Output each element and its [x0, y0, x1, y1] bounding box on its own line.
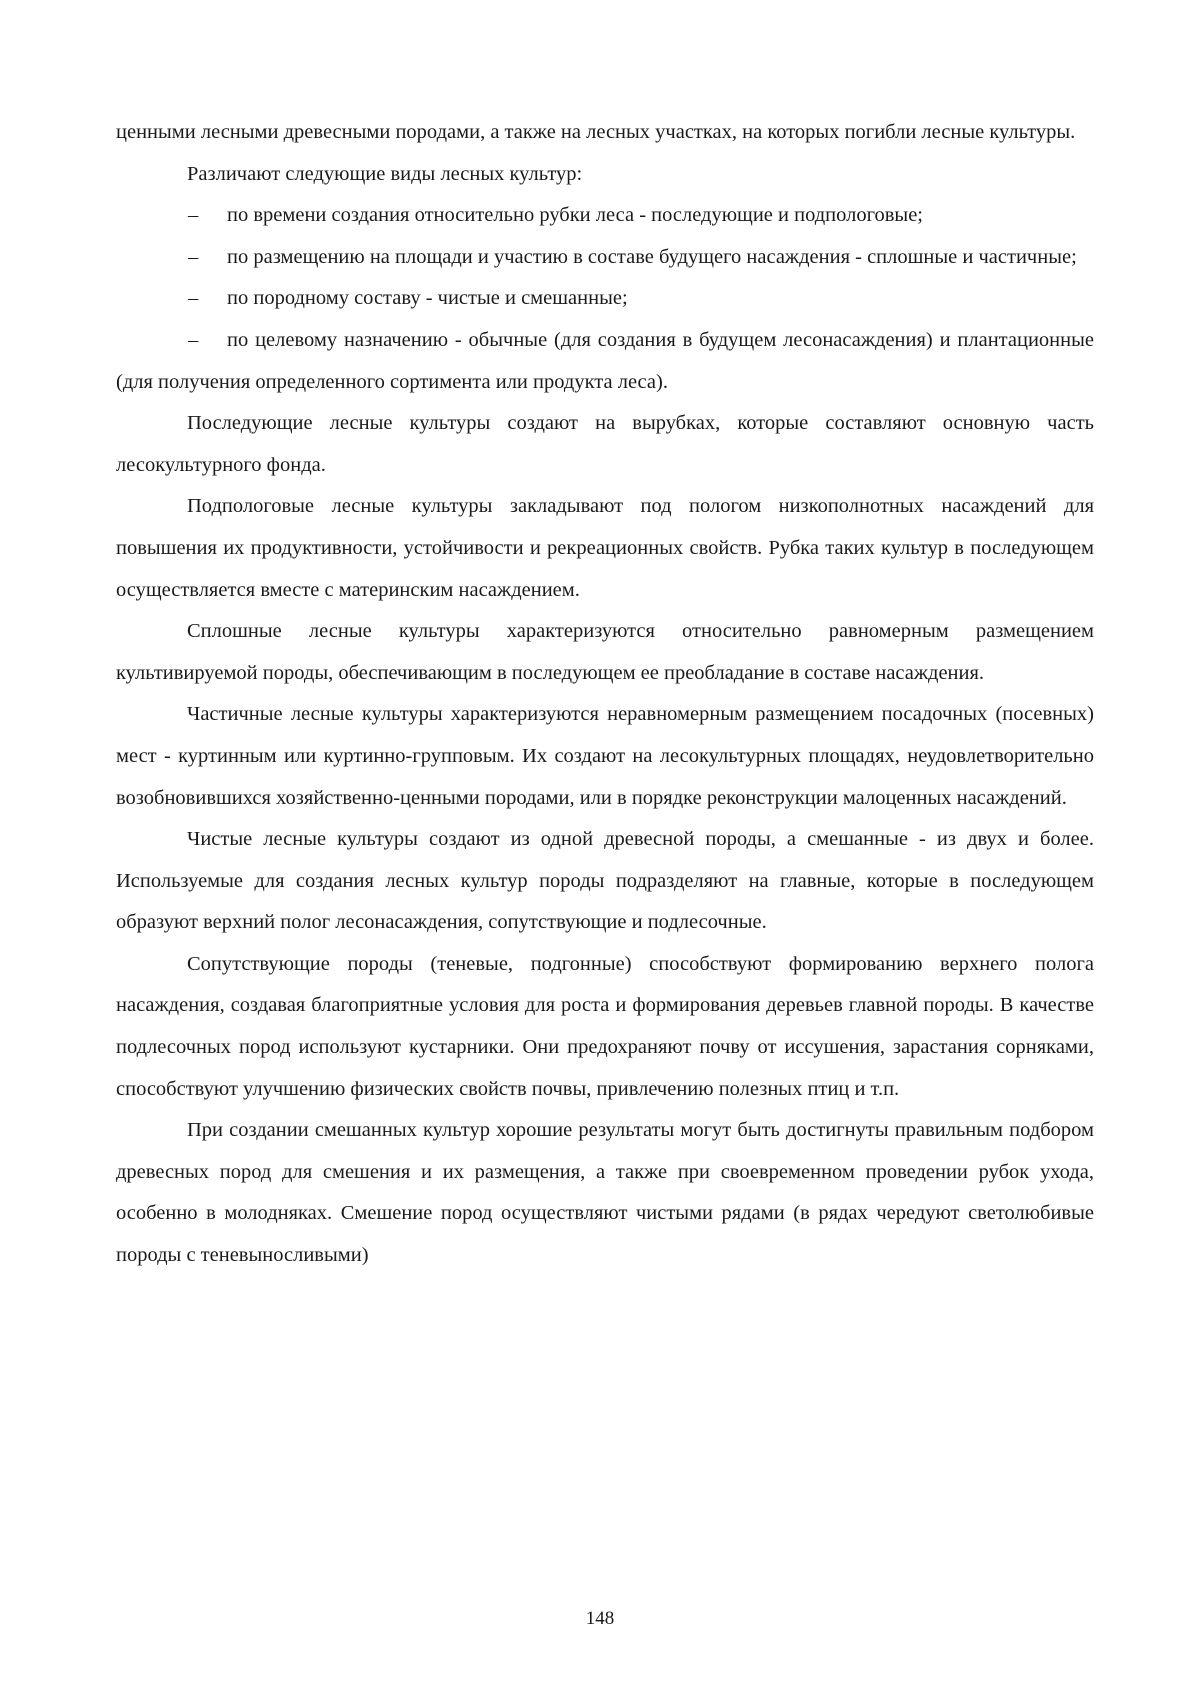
- list-item-text: по времени создания относительно рубки леса - последующие и подпологовые;: [227, 204, 923, 227]
- paragraph: Последующие лесные культуры создают на вырубках, которые составляют основную часть лесокультурного фонда.: [116, 412, 1094, 476]
- list-item: [116, 195, 1094, 237]
- dash-marker: –: [188, 245, 199, 268]
- paragraph: Частичные лесные культуры характеризуются неравномерным размещением посадочных (посевных) мест - куртинным или куртинно-групповым. Их создают на лесокультурных площадях, неудовлетворительно возобновившихся хозяйственно-ценными породами, или в порядке реконструкции малоценных насаждений.: [116, 703, 1094, 809]
- list-item-text: по целевому назначению - обычные (для создания в будущем лесонасаждения) и плантационные (для получения определенного сортимента или продукта леса).: [116, 328, 1094, 393]
- dash-marker: –: [188, 287, 199, 310]
- paragraph: При создании смешанных культур хорошие результаты могут быть достигнуты правильным подбором древесных пород для смешения и их размещения, а также при своевременном проведении рубок ухода, особенно в молодняках. Смешение пород осуществляют чистыми рядами (в рядах чередуют светолюбивые породы с теневыносливыми): [116, 1119, 1094, 1267]
- paragraph: Подпологовые лесные культуры закладывают под пологом низкополнотных насаждений для повышения их продуктивности, устойчивости и рекреационных свойств. Рубка таких культур в последующем осуществляется вместе с материнским насаждением.: [116, 495, 1094, 601]
- paragraph: Сплошные лесные культуры характеризуются относительно равномерным размещением культивируемой породы, обеспечивающим в последующем ее преобладание в составе насаждения.: [116, 620, 1094, 684]
- paragraph: Сопутствующие породы (теневые, подгонные) способствуют формированию верхнего полога насаждения, создавая благоприятные условия для роста и формирования деревьев главной породы. В качестве подлесочных пород используют кустарники. Они предохраняют почву от иссушения, зарастания сорняками, способствуют улучшению физических свойств почвы, привлечению полезных птиц и т.п.: [116, 952, 1094, 1100]
- list-item-text: по породному составу - чистые и смешанные;: [227, 287, 628, 310]
- dash-marker: –: [188, 204, 199, 227]
- paragraph: ценными лесными древесными породами, а также на лесных участках, на которых погибли лесные культуры.: [116, 121, 1076, 143]
- page-number: 148: [585, 1608, 615, 1629]
- list-item-text: по размещению на площади и участию в составе будущего насаждения - сплошные и частичные;: [227, 245, 1077, 268]
- list-item: [116, 320, 1094, 403]
- list-item: [116, 278, 1094, 320]
- dash-marker: –: [188, 328, 199, 351]
- paragraph: Различают следующие виды лесных культур:: [187, 162, 583, 185]
- page-body: [116, 112, 1094, 1277]
- paragraph: Чистые лесные культуры создают из одной древесной породы, а смешанные - из двух и более. Используемые для создания лесных культур породы подразделяют на главные, которые в последующем образуют верхний полог лесонасаждения, сопутствующие и подлесочные.: [116, 828, 1094, 934]
- list-item: [116, 237, 1094, 279]
